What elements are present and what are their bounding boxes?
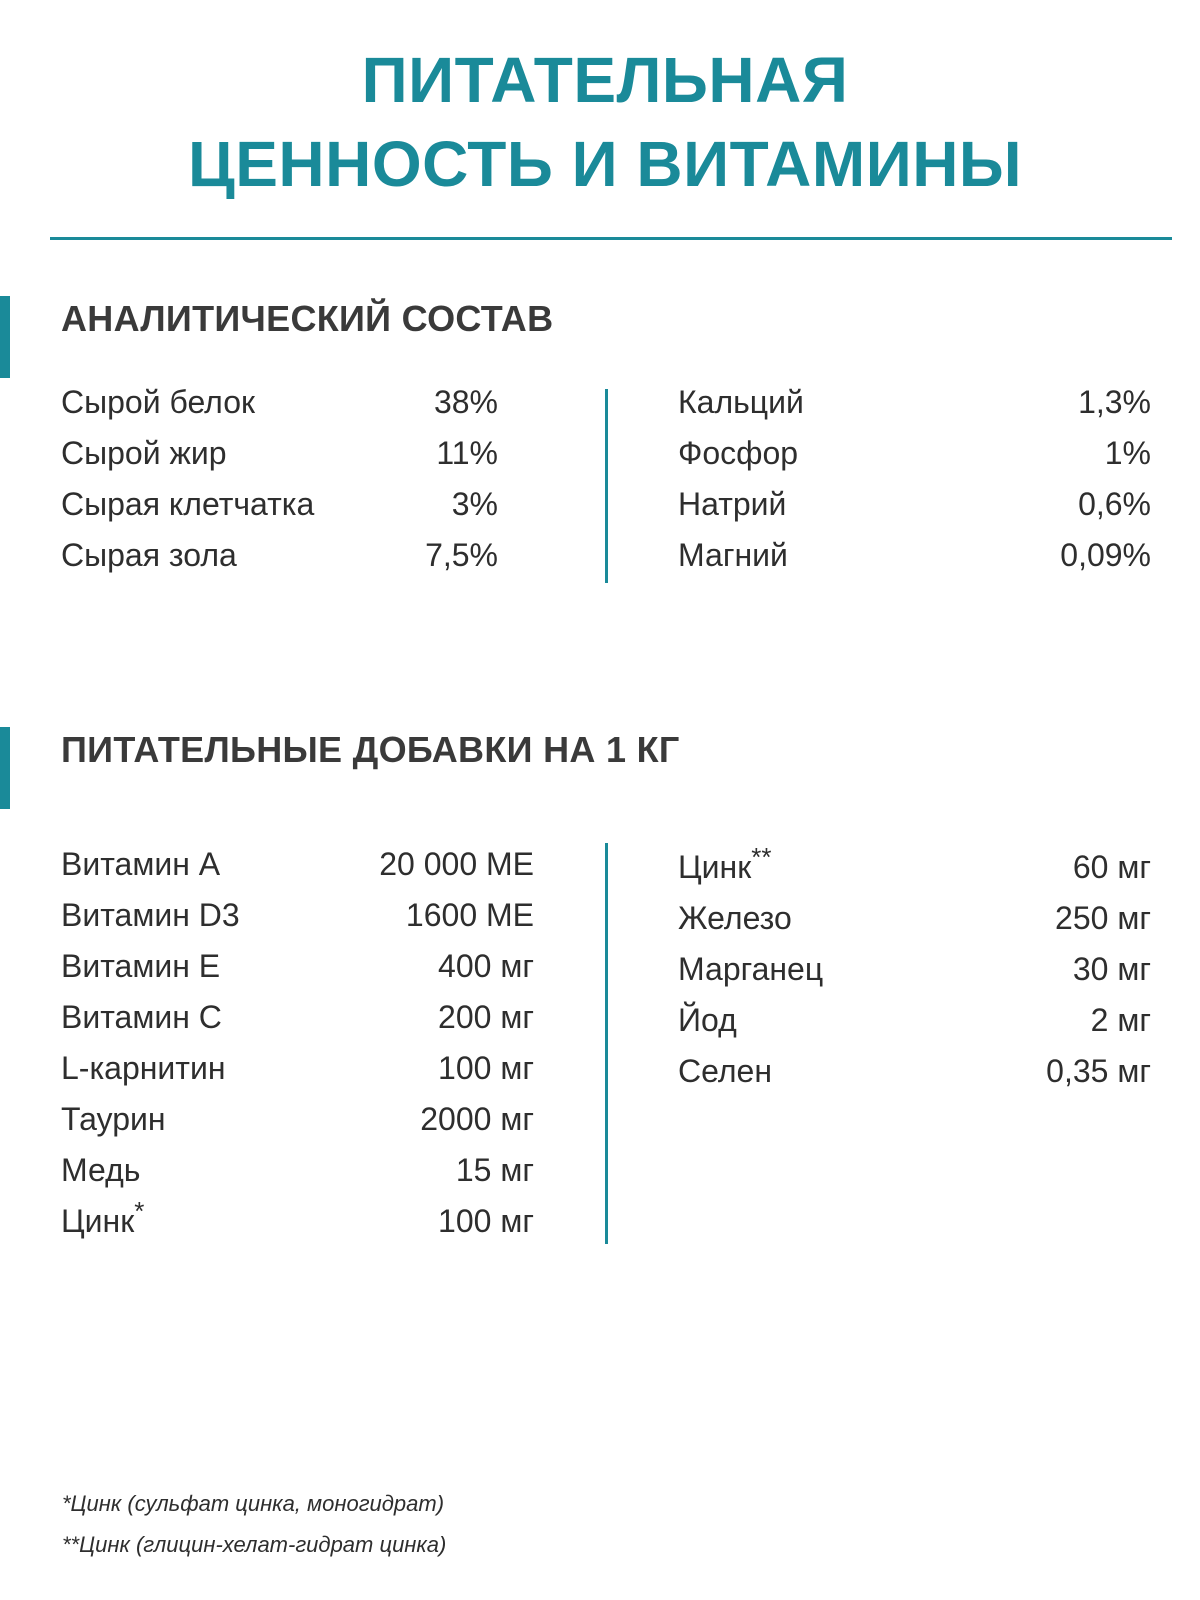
footnote-mark: ** — [751, 842, 772, 872]
item-name: L-карнитин — [61, 1050, 226, 1086]
item-name-text: Цинк — [678, 849, 752, 885]
item-value: 0,6% — [1078, 486, 1151, 522]
item-name — [61, 1196, 144, 1247]
title-divider — [50, 237, 1172, 240]
item-value: 400 мг — [438, 948, 534, 984]
column-divider — [605, 843, 608, 1244]
item-value: 15 мг — [455, 1152, 534, 1188]
item-name: Витамин С — [61, 999, 222, 1035]
item-name: Сырой белок — [61, 384, 255, 420]
item-value: 20 000 МЕ — [379, 846, 534, 882]
list-item — [678, 1046, 1151, 1097]
list-item — [61, 1145, 534, 1196]
list-item — [61, 479, 498, 530]
section-accent-bar — [0, 296, 10, 378]
additives-heading: ПИТАТЕЛЬНЫЕ ДОБАВКИ НА 1 КГ — [61, 729, 680, 770]
item-value: 100 мг — [438, 1050, 534, 1086]
item-name: Сырой жир — [61, 435, 227, 471]
item-name: Селен — [678, 1053, 772, 1089]
list-item — [61, 1043, 534, 1094]
list-item — [678, 479, 1151, 530]
list-item — [678, 842, 1151, 893]
item-value: 0,35 мг — [1046, 1053, 1151, 1089]
list-item — [678, 530, 1151, 581]
column-divider — [605, 389, 608, 583]
footnote-mark: * — [134, 1196, 145, 1226]
list-item — [61, 890, 534, 941]
page-title — [0, 38, 1200, 206]
item-value: 200 мг — [438, 999, 534, 1035]
item-name: Йод — [678, 1002, 737, 1038]
list-item — [678, 893, 1151, 944]
item-name: Железо — [678, 900, 792, 936]
footnote-1: *Цинк (сульфат цинка, моногидрат) — [62, 1491, 445, 1516]
item-value: 3% — [451, 486, 498, 522]
item-name: Сырая клетчатка — [61, 486, 315, 522]
item-name: Фосфор — [678, 435, 799, 471]
list-item — [678, 944, 1151, 995]
footnote-2: **Цинк (глицин-хелат-гидрат цинка) — [62, 1532, 447, 1557]
item-name: Витамин А — [61, 846, 221, 882]
item-name: Витамин D3 — [61, 897, 240, 933]
item-value: 100 мг — [438, 1203, 534, 1239]
list-item — [61, 530, 498, 581]
item-value: 0,09% — [1060, 537, 1151, 573]
item-value: 1% — [1104, 435, 1151, 471]
additives-left-list — [61, 839, 534, 1247]
item-name: Сырая зола — [61, 537, 237, 573]
item-value: 38% — [433, 384, 498, 420]
analytical-heading: АНАЛИТИЧЕСКИЙ СОСТАВ — [61, 298, 554, 339]
list-item — [61, 1094, 534, 1145]
list-item — [61, 428, 498, 479]
item-value: 1,3% — [1078, 384, 1151, 420]
list-item — [61, 377, 498, 428]
page-title-line-2: ЦЕННОСТЬ И ВИТАМИНЫ — [187, 128, 1023, 200]
item-name — [678, 842, 771, 893]
list-item — [678, 377, 1151, 428]
page-title-line-1: ПИТАТЕЛЬНАЯ — [361, 44, 849, 116]
item-name-text: Цинк — [61, 1203, 135, 1239]
item-value: 250 мг — [1055, 900, 1151, 936]
analytical-left-list — [61, 377, 498, 581]
section-accent-bar — [0, 727, 10, 809]
item-name: Кальций — [678, 384, 804, 420]
item-value: 60 мг — [1072, 849, 1151, 885]
list-item — [678, 428, 1151, 479]
item-name: Таурин — [61, 1101, 166, 1137]
item-name: Медь — [61, 1152, 141, 1188]
list-item — [61, 1196, 534, 1247]
list-item — [61, 839, 534, 890]
item-value: 2000 мг — [420, 1101, 534, 1137]
item-value: 2 мг — [1090, 1002, 1151, 1038]
list-item — [61, 941, 534, 992]
additives-right-list — [678, 842, 1151, 1097]
item-name: Витамин Е — [61, 948, 221, 984]
item-value: 1600 МЕ — [405, 897, 534, 933]
item-name: Марганец — [678, 951, 824, 987]
item-name: Магний — [678, 537, 788, 573]
list-item — [678, 995, 1151, 1046]
list-item — [61, 992, 534, 1043]
item-value: 7,5% — [425, 537, 498, 573]
item-name: Натрий — [678, 486, 787, 522]
item-value: 11% — [436, 435, 498, 471]
item-value: 30 мг — [1072, 951, 1151, 987]
analytical-right-list — [678, 377, 1151, 581]
